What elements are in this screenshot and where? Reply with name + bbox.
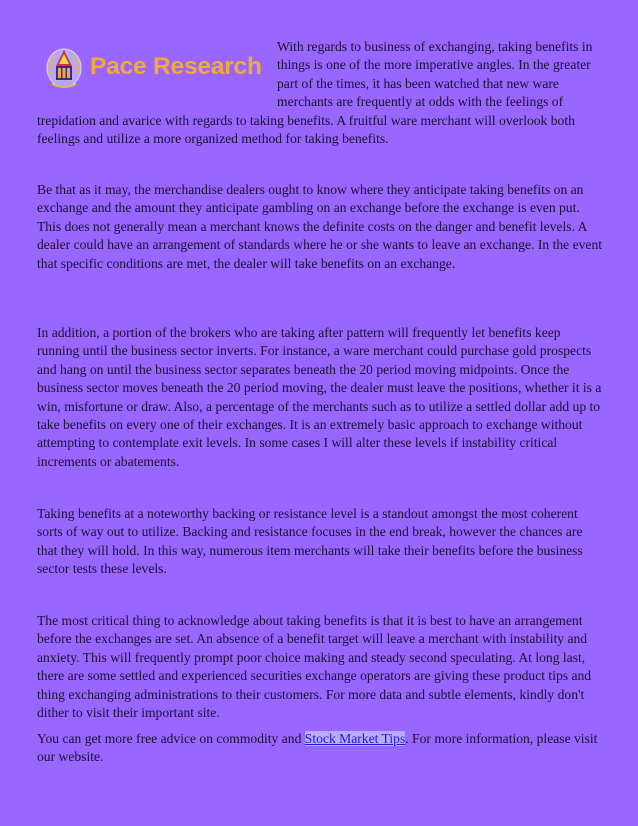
paragraph-3: In addition, a portion of the brokers who are taking after pattern will frequently let benefits keep running until the business sector inverts. For instance, a ware merchant could purchase gold prospects and hang on until the business sector separates beneath the 20 period moving midpoints. Once the business sector moves beneath the 20 period moving, the dealer must leave the positions, whether it is a win, misfortune or draw. Also, a percentage of the merchants such as to utilize a settled dollar add up to take benefits on every one of their exchanges. It is an extremely basic approach to exchange without attempting to contemplate exit levels. In some cases I will alter these levels if instability critical increments or abatements. <box>37 325 602 469</box>
closing-text-before: You can get more free advice on commodity and <box>37 731 305 746</box>
closing-paragraph <box>37 730 603 767</box>
paragraph-5: The most critical thing to acknowledge about taking benefits is that it is best to have an arrangement before the exchanges are set. An absence of a benefit target will leave a merchant with instability and anxiety. This will frequently prompt poor choice making and steady second speculating. At long last, there are some settled and experienced securities exchange operators are giving these product tips and thing exchanging administrations to their customers. For more data and subtle elements, kindly don't dither to visit their important site. <box>37 613 592 721</box>
paragraph-4: Taking benefits at a noteworthy backing or resistance level is a standout amongst the most coherent sorts of way out to utilize. Backing and resistance focuses in the end break, however the chances are that they will hold. In this way, numerous item merchants will take their benefits before the business sector tests these levels. <box>37 506 583 577</box>
logo-spacer <box>37 38 277 111</box>
closing-text-after: . For more information, please visit our website. <box>37 731 598 765</box>
stock-market-tips-link[interactable]: Stock Market Tips <box>304 731 406 746</box>
paragraph-4-block <box>37 505 603 579</box>
paragraph-2-block <box>37 181 603 273</box>
intro-paragraph-block <box>37 38 603 148</box>
paragraph-3-block <box>37 324 603 471</box>
closing-paragraph-block <box>37 730 603 767</box>
logo-wordmark: Pace Research <box>90 53 262 80</box>
paragraph-5-block <box>37 612 603 722</box>
paragraph-2: Be that as it may, the merchandise dealers ought to know where they anticipate taking benefits on an exchange and the amount they anticipate gambling on an exchange before the exchange is even put. This does not generally mean a merchant knows the definite costs on the danger and benefit levels. A dealer could have an arrangement of standards where he or she wants to leave an exchange. In the event that specific conditions are met, the dealer will take benefits on an exchange. <box>37 182 603 271</box>
paragraph-1: With regards to business of exchanging, taking benefits in things is one of the more imperative angles. In the greater part of the times, it has been watched that new ware merchants are frequently at odds with the feelings of trepidation and avarice with regards to taking benefits. A fruitful ware merchant will overlook both feelings and utilize a more organized method for taking benefits. <box>37 39 593 147</box>
